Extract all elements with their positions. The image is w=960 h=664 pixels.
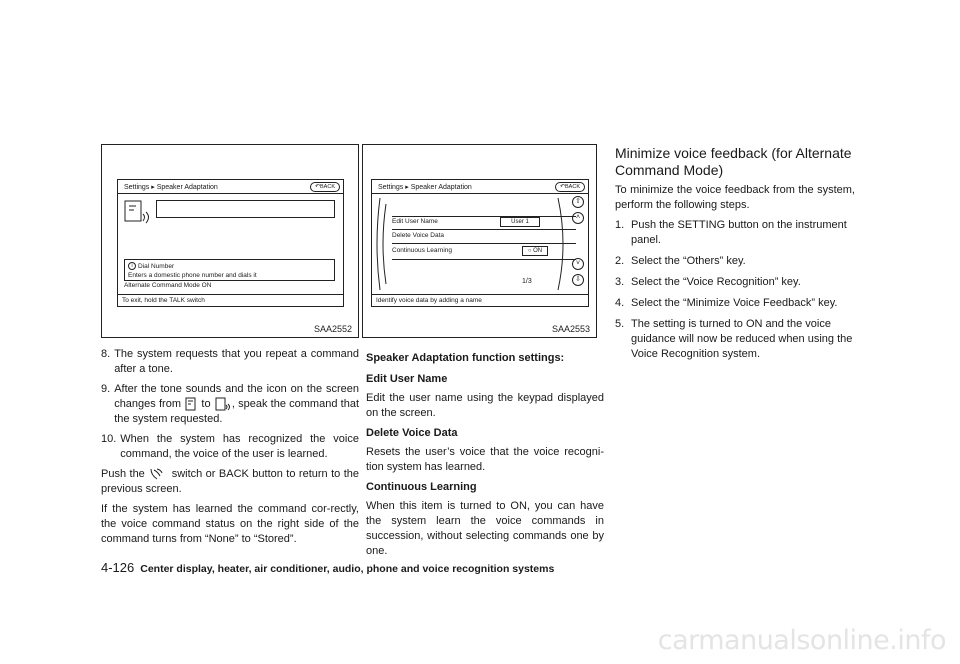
subheading-edit-user-name: Edit User Name [366, 373, 448, 385]
figure-code: SAA2552 [313, 324, 352, 334]
back-button: ↶BACK [310, 182, 340, 192]
paragraph-continuous-learning: When this item is turned to ON, you can have the system learn the voice commands in succession, without selecting commands one by one. [366, 500, 604, 557]
menu-divider [392, 216, 576, 217]
column-1 [101, 347, 359, 552]
figure-speaker-adaptation-2 [362, 144, 597, 338]
step-9: 9. After the tone sounds and the icon on the screen changes from to , speak the command that the system requested. [101, 383, 359, 425]
column-3 [615, 145, 855, 368]
menu-divider [392, 243, 576, 244]
push-instruction: Push the switch or BACK button to return to the previous screen. [101, 468, 359, 495]
screen-footer: To exit, hold the TALK switch [118, 294, 343, 306]
screen-footer: Identify voice data by adding a name [372, 294, 588, 306]
step-item: 4. Select the “Minimize Voice Feedback” key. [615, 297, 838, 309]
step-item: 1. Push the SETTING button on the instrument panel. [615, 219, 847, 246]
scroll-bottom-icon: ⇩ [572, 274, 584, 286]
voice-speak-icon [214, 397, 232, 411]
menu-item-continuous-learning: Continuous Learning [392, 247, 452, 254]
section-heading: Speaker Adaptation function settings: [366, 352, 565, 364]
step-item: 2. Select the “Others” key. [615, 255, 746, 267]
column-2 [366, 351, 604, 564]
scroll-up-icon: ˄ [572, 212, 584, 224]
step-item: 5. The setting is turned to ON and the voice guidance will now be reduced when using the Voice Recognition system. [615, 318, 853, 360]
learned-paragraph: If the system has learned the command cor-rectly, the voice command status on the right side of the command turns from “None” to “Stored”. [101, 503, 359, 545]
user-value-box: User 1 [500, 217, 540, 227]
scroll-top-icon: ⇧ [572, 196, 584, 208]
info-icon: i [128, 262, 136, 270]
paragraph-edit-user-name: Edit the user name using the keypad displayed on the screen. [366, 392, 604, 419]
menu-divider [392, 229, 576, 230]
scroll-down-icon: ˅ [572, 258, 584, 270]
screen-header [372, 180, 588, 194]
figure-speaker-adaptation-1 [101, 144, 359, 338]
section-heading-minimize-feedback: Minimize voice feedback (for Alternate Command Mode) [615, 145, 852, 178]
paragraph-delete-voice-data: Resets the user’s voice that the voice recogni-tion system has learned. [366, 446, 604, 473]
talk-switch-icon [148, 467, 168, 481]
chapter-title: Center display, heater, air conditioner, audio, phone and voice recognition systems [140, 563, 555, 575]
menu-divider [392, 259, 576, 260]
display-screen [371, 179, 589, 307]
page-number: 4-126 [101, 560, 135, 575]
screen-title: Settings ▸ Speaker Adaptation [124, 184, 218, 191]
display-screen [117, 179, 344, 307]
step-8: 8. The system requests that you repeat a command after a tone. [101, 348, 359, 375]
on-indicator: ○ ON [522, 246, 548, 256]
radio-icon: ○ [527, 248, 534, 254]
back-arrow-icon: ↶ [559, 184, 566, 190]
back-arrow-icon: ↶ [314, 184, 321, 190]
figure-code: SAA2553 [551, 324, 590, 334]
voice-input-icon [124, 200, 152, 226]
watermark: carmanualsonline.info [657, 625, 946, 656]
input-bar [156, 200, 335, 218]
step-10: 10. When the system has recognized the voice command, the voice of the user is learned. [101, 433, 359, 460]
mode-status: Alternate Command Mode ON [124, 282, 212, 289]
menu-item-delete-voice-data: Delete Voice Data [392, 232, 445, 239]
page-indicator: 1/3 [522, 278, 532, 285]
screen-title: Settings ▸ Speaker Adaptation [378, 184, 472, 191]
voice-screen-icon [184, 397, 198, 411]
subheading-delete-voice-data: Delete Voice Data [366, 427, 458, 439]
intro-paragraph: To minimize the voice feedback from the system, perform the following steps. [615, 184, 855, 211]
page-footer [101, 560, 554, 575]
subheading-continuous-learning: Continuous Learning [366, 481, 477, 493]
back-button: ↶BACK [555, 182, 585, 192]
step-item: 3. Select the “Voice Recognition” key. [615, 276, 801, 288]
menu-item-edit-user-name: Edit User Name [392, 218, 438, 225]
screen-header [118, 180, 343, 194]
menu-frame [372, 194, 590, 294]
command-tip-box: i Dial Number Enters a domestic phone number and dials it [124, 259, 335, 281]
